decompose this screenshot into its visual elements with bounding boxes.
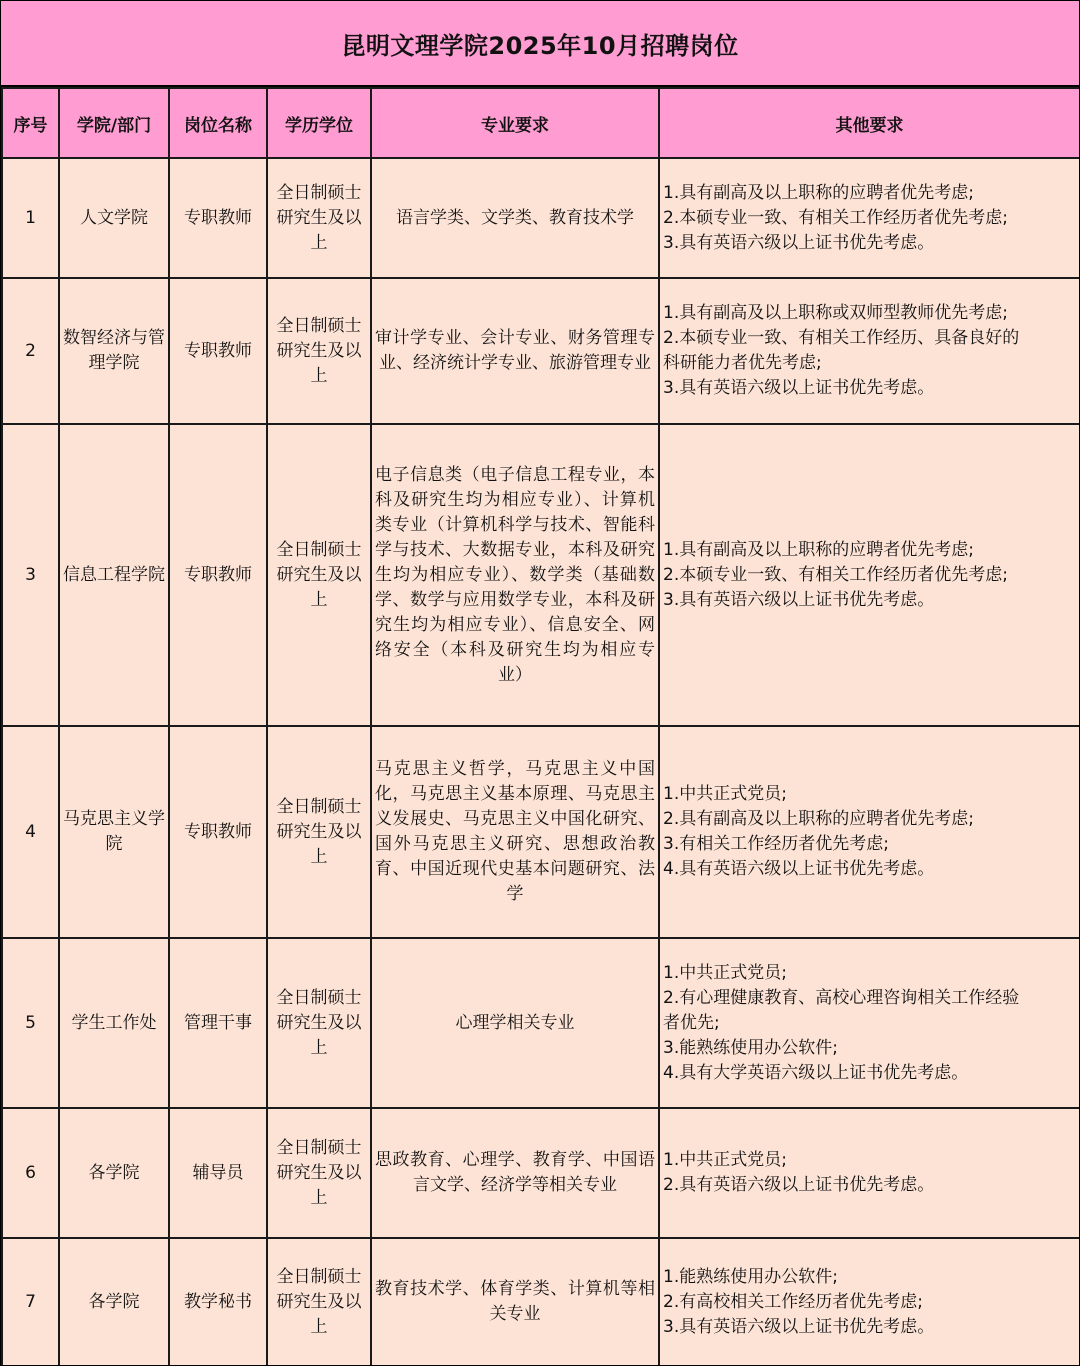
cell-no: 4 — [2, 726, 59, 938]
cell-major: 审计学专业、会计专业、财务管理专业、经济统计学专业、旅游管理专业 — [371, 278, 659, 424]
other-line: 2.本硕专业一致、有相关工作经历、具备良好的 — [663, 328, 1020, 348]
other-line: 2.具有英语六级以上证书优先考虑。 — [663, 1175, 935, 1195]
table-header-row — [2, 88, 1080, 158]
other-line: 2.有高校相关工作经历者优先考虑; — [663, 1291, 923, 1312]
other-line: 1.中共正式党员; — [663, 1150, 787, 1170]
cell-degree: 全日制硕士研究生及以上 — [267, 1108, 371, 1238]
table-row — [2, 726, 1080, 938]
cell-major: 马克思主义哲学，马克思主义中国化，马克思主义基本原理、马克思主义发展史、马克思主义中国化研究、国外马克思主义研究、思想政治教育、中国近现代史基本问题研究、法学 — [371, 726, 659, 938]
other-line: 1.具有副高及以上职称的应聘者优先考虑; — [663, 182, 974, 203]
cell-dept: 马克思主义学院 — [59, 726, 169, 938]
cell-major: 教育技术学、体育学类、计算机等相关专业 — [371, 1238, 659, 1366]
cell-degree: 全日制硕士研究生及以上 — [267, 158, 371, 278]
other-line: 3.具有英语六级以上证书优先考虑。 — [663, 589, 935, 610]
cell-other — [659, 726, 1080, 938]
table-row — [2, 938, 1080, 1108]
cell-major: 心理学相关专业 — [371, 938, 659, 1108]
cell-dept: 信息工程学院 — [59, 424, 169, 726]
cell-no: 1 — [2, 158, 59, 278]
cell-dept: 人文学院 — [59, 158, 169, 278]
other-line: 2.本硕专业一致、有相关工作经历者优先考虑; — [663, 207, 1008, 228]
other-line: 1.中共正式党员; — [663, 962, 787, 983]
other-line: 2.具有副高及以上职称的应聘者优先考虑; — [663, 809, 974, 829]
other-line: 者优先; — [663, 1012, 720, 1033]
header-position: 岗位名称 — [169, 88, 267, 158]
cell-other — [659, 278, 1080, 424]
header-other: 其他要求 — [659, 88, 1080, 158]
cell-position: 专职教师 — [169, 424, 267, 726]
table-row — [2, 1238, 1080, 1366]
table-row — [2, 278, 1080, 424]
cell-no: 3 — [2, 424, 59, 726]
page-title: 昆明文理学院2025年10月招聘岗位 — [1, 1, 1079, 87]
header-no: 序号 — [2, 88, 59, 158]
other-line: 1.具有副高及以上职称或双师型教师优先考虑; — [663, 303, 1008, 323]
cell-other — [659, 938, 1080, 1108]
header-major: 专业要求 — [371, 88, 659, 158]
cell-position: 教学秘书 — [169, 1238, 267, 1366]
other-line: 3.具有英语六级以上证书优先考虑。 — [663, 232, 935, 253]
other-line: 2.本硕专业一致、有相关工作经历者优先考虑; — [663, 564, 1008, 585]
cell-other — [659, 158, 1080, 278]
cell-degree: 全日制硕士研究生及以上 — [267, 278, 371, 424]
cell-position: 专职教师 — [169, 158, 267, 278]
other-line: 3.具有英语六级以上证书优先考虑。 — [663, 378, 935, 398]
cell-degree: 全日制硕士研究生及以上 — [267, 1238, 371, 1366]
cell-no: 6 — [2, 1108, 59, 1238]
table-row — [2, 424, 1080, 726]
other-line: 4.具有英语六级以上证书优先考虑。 — [663, 859, 935, 879]
cell-dept: 各学院 — [59, 1108, 169, 1238]
other-line: 1.中共正式党员; — [663, 784, 787, 804]
header-degree: 学历学位 — [267, 88, 371, 158]
cell-dept: 各学院 — [59, 1238, 169, 1366]
cell-other — [659, 1238, 1080, 1366]
cell-no: 7 — [2, 1238, 59, 1366]
cell-degree: 全日制硕士研究生及以上 — [267, 938, 371, 1108]
cell-dept: 数智经济与管理学院 — [59, 278, 169, 424]
cell-other — [659, 424, 1080, 726]
table-row — [2, 158, 1080, 278]
cell-dept: 学生工作处 — [59, 938, 169, 1108]
cell-degree: 全日制硕士研究生及以上 — [267, 726, 371, 938]
other-line: 1.能熟练使用办公软件; — [663, 1266, 838, 1287]
header-dept: 学院/部门 — [59, 88, 169, 158]
other-line: 1.具有副高及以上职称的应聘者优先考虑; — [663, 539, 974, 560]
cell-no: 5 — [2, 938, 59, 1108]
cell-position: 专职教师 — [169, 726, 267, 938]
other-line: 3.有相关工作经历者优先考虑; — [663, 834, 889, 854]
other-line: 3.能熟练使用办公软件; — [663, 1037, 838, 1058]
other-line: 4.具有大学英语六级以上证书优先考虑。 — [663, 1062, 969, 1083]
other-line: 科研能力者优先考虑; — [663, 353, 822, 373]
positions-table — [1, 87, 1080, 1366]
cell-major: 思政教育、心理学、教育学、中国语言文学、经济学等相关专业 — [371, 1108, 659, 1238]
other-line: 2.有心理健康教育、高校心理咨询相关工作经验 — [663, 987, 1020, 1008]
cell-no: 2 — [2, 278, 59, 424]
cell-major: 语言学类、文学类、教育技术学 — [371, 158, 659, 278]
cell-position: 辅导员 — [169, 1108, 267, 1238]
cell-degree: 全日制硕士研究生及以上 — [267, 424, 371, 726]
cell-position: 专职教师 — [169, 278, 267, 424]
other-line: 3.具有英语六级以上证书优先考虑。 — [663, 1316, 935, 1337]
cell-other — [659, 1108, 1080, 1238]
cell-position: 管理干事 — [169, 938, 267, 1108]
cell-major: 电子信息类（电子信息工程专业，本科及研究生均为相应专业）、计算机类专业（计算机科学与技术、智能科学与技术、大数据专业，本科及研究生均为相应专业）、数学类（基础数学、数学与应用数学专业，本科及研究生均为相应专业）、信息安全、网络安全（本科及研究生均为相应专业） — [371, 424, 659, 726]
table-row — [2, 1108, 1080, 1238]
